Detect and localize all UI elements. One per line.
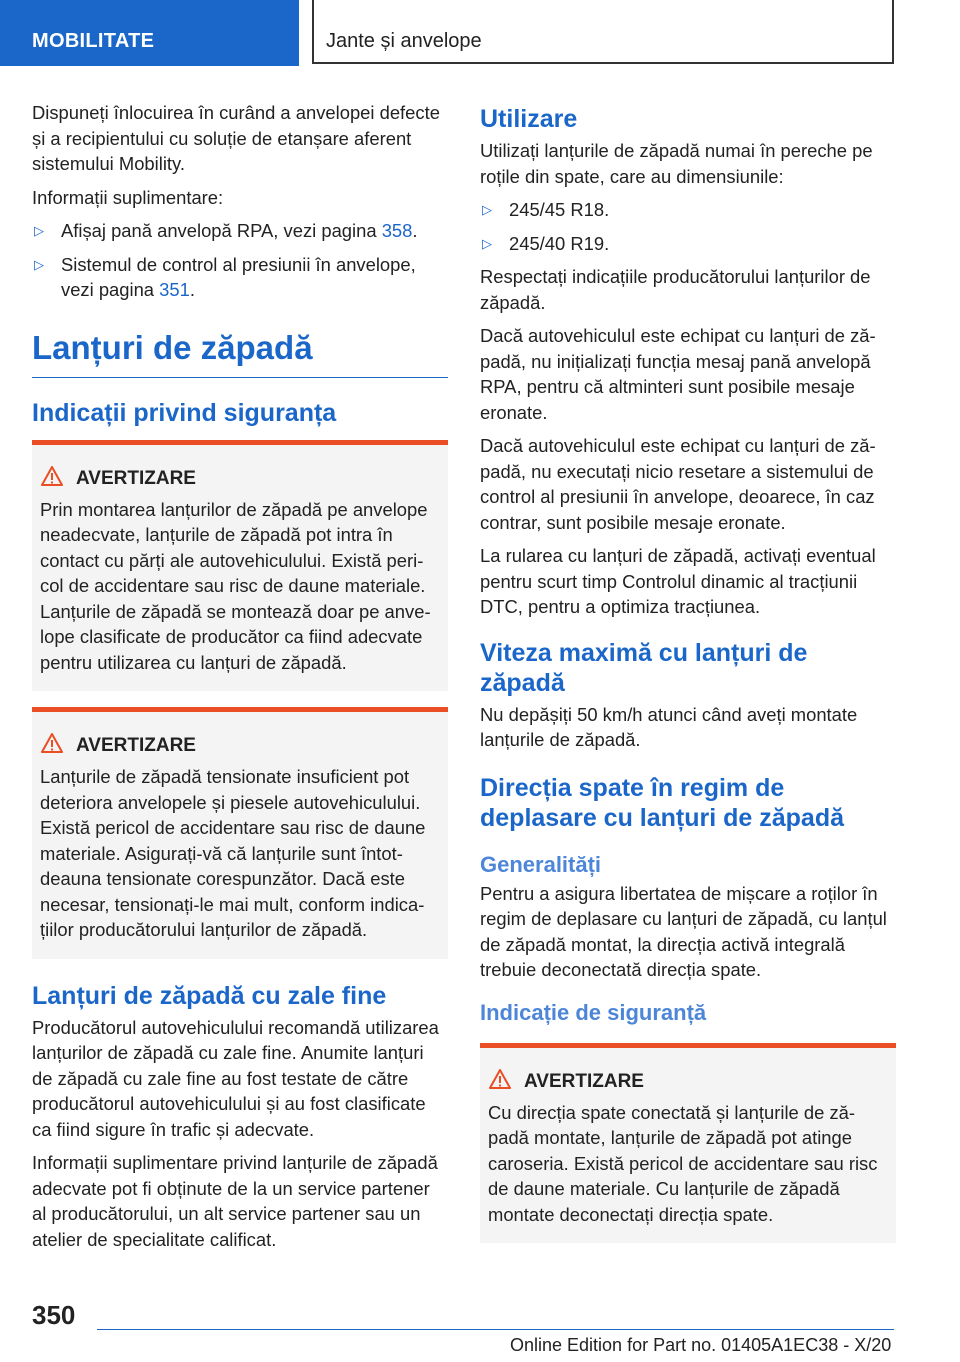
intro-paragraph: Dispuneți înlocuirea în curând a anvelopei defecte și a recipientului cu soluție de etanșare aferent sistemului Mobility. <box>32 102 440 174</box>
safety-heading: Indicații privind siguranța <box>32 398 337 427</box>
list-item-text: Sistemul de control al presiunii în anvelope, vezi pagina <box>61 253 416 300</box>
warning-text: Cu direcția spate conectată și lanțurile de zăpadă montate, lanțurile de zăpadă pot atinge caroseria. Există pericol de accidentare sau risc de daune materiale. Cu lanțurile de zăpadă montate deconectați direcția spate. <box>488 1101 878 1225</box>
use-paragraph-5: La rularea cu lanțuri de zăpadă, activați eventual pentru scurt timp Controlul dinamic al tracțiunii DTC, pentru a optimiza tracțiunea. <box>480 545 876 617</box>
list-item <box>32 252 448 303</box>
warning-label: AVERTIZARE <box>76 735 196 756</box>
warning-triangle-icon <box>488 1068 524 1096</box>
steering-heading: Direcția spate în regim de deplasare cu lanțuri de zăpadă <box>480 773 845 832</box>
list-item-end: . <box>412 220 418 241</box>
triangle-bullet-icon: ▷ <box>34 223 44 238</box>
edition-text: Online Edition for Part no. 01405A1EC38 - X/20 <box>510 1335 892 1355</box>
header-chapter-tab <box>312 0 894 64</box>
sizes-list <box>480 197 896 256</box>
list-item-text: 245/40 R19. <box>509 232 610 254</box>
fine-chains-heading: Lanțuri de zăpadă cu zale fine <box>32 981 387 1010</box>
page-link-351[interactable]: 351 <box>159 279 190 300</box>
warning-label: AVERTIZARE <box>524 1070 644 1092</box>
speed-paragraph: Nu depășiți 50 km/h atunci când aveți montate lanțurile de zăpadă. <box>480 703 858 750</box>
warning-box <box>32 440 448 692</box>
warning-triangle-icon <box>40 732 76 760</box>
warning-triangle-icon <box>40 465 76 493</box>
more-info-label: Informații suplimentare: <box>32 186 224 208</box>
safety-note-heading: Indicație de siguranță <box>480 999 707 1025</box>
list-item-end: . <box>189 279 195 300</box>
triangle-bullet-icon: ▷ <box>34 256 44 272</box>
warning-box <box>32 707 448 959</box>
use-heading: Utilizare <box>480 105 578 133</box>
general-heading: Generalități <box>480 851 602 877</box>
list-item-text: Afișaj pană anvelopă RPA, vezi pagina <box>61 220 382 241</box>
speed-heading: Viteza maximă cu lanțuri de zăpadă <box>480 638 808 697</box>
chapter-title: Lanțuri de zăpadă <box>32 327 448 378</box>
right-column <box>480 100 896 1259</box>
warning-box <box>480 1043 896 1244</box>
reference-list <box>32 218 448 303</box>
fine-chains-paragraph: Producătorul autovehiculului recomandă utilizarea lanțurilor de zăpadă cu zale fine. Anumite lanțuri de zăpadă cu zale fine au fost testate de către producătorul autovehiculului și au fost clasificate ca fiind sigure în trafic și adecvate. <box>32 1016 439 1140</box>
warning-label: AVERTIZARE <box>76 467 196 489</box>
header-section-label: MOBILITATE <box>32 30 155 52</box>
warning-text: Lanțurile de zăpadă tensionate insuficient pot deteriora anvelopele și piesele autovehiculului. Există pericol de accidentare sau risc de daune materiale. Asigurați-vă că lanțurile sunt întotdeauna tensionate corespunzător. Dacă este necesar, tensionați-le mai mult, conform indicațiilor producătorului lanțurilor de zăpadă. <box>40 766 426 940</box>
triangle-bullet-icon: ▷ <box>482 235 492 251</box>
warning-text: Prin montarea lanțurilor de zăpadă pe anvelope neadecvate, lanțurile de zăpadă pot intra în contact cu părți ale autovehiculului. Există pericol de accidentare sau risc de daune materiale. Lanțurile de zăpadă se montează doar pe anvelope clasificate de producător ca fiind adecvate pentru utilizarea cu lanțuri de zăpadă. <box>40 498 431 673</box>
fine-chains-paragraph-2: Informații suplimentare privind lanțurile de zăpadă adecvate pot fi obținute de la un service partener al producătorului, un alt service partener sau un atelier de specialitate calificat. <box>32 1152 438 1250</box>
list-item <box>480 231 896 257</box>
list-item <box>480 197 896 223</box>
general-paragraph: Pentru a asigura libertatea de mișcare a roților în regim de deplasare cu lanțuri de zăpadă, cu lanțul de zăpadă montat, la direcția activă integrală trebuie deconectată direcția spate. <box>480 882 887 980</box>
page-number: 350 <box>32 1300 76 1330</box>
use-paragraph: Utilizați lanțurile de zăpadă numai în pereche pe roțile din spate, care au dimensiunile: <box>480 140 873 187</box>
use-paragraph-3: Dacă autovehiculul este echipat cu lanțuri de zăpadă, nu inițializați funcția mesaj pană anvelopă RPA, pentru că altminteri sunt posibile mesaje eronate. <box>480 325 876 423</box>
list-item <box>32 218 448 244</box>
left-column <box>32 100 448 1260</box>
header-section-tab <box>0 0 299 66</box>
list-item-text: 245/45 R18. <box>509 199 610 220</box>
page-link-358[interactable]: 358 <box>381 220 413 241</box>
use-paragraph-4: Dacă autovehiculul este echipat cu lanțuri de zăpadă, nu executați nicio resetare a sistemului de control al presiunii în anvelope, deoarece, în caz contrar, sunt posibile mesaje eronate. <box>480 435 876 533</box>
footer-divider <box>97 1329 894 1330</box>
use-paragraph-2: Respectați indicațiile producătorului lanțurilor de zăpadă. <box>480 266 871 313</box>
triangle-bullet-icon: ▷ <box>482 202 492 217</box>
header-chapter-label: Jante și anvelope <box>326 30 482 52</box>
